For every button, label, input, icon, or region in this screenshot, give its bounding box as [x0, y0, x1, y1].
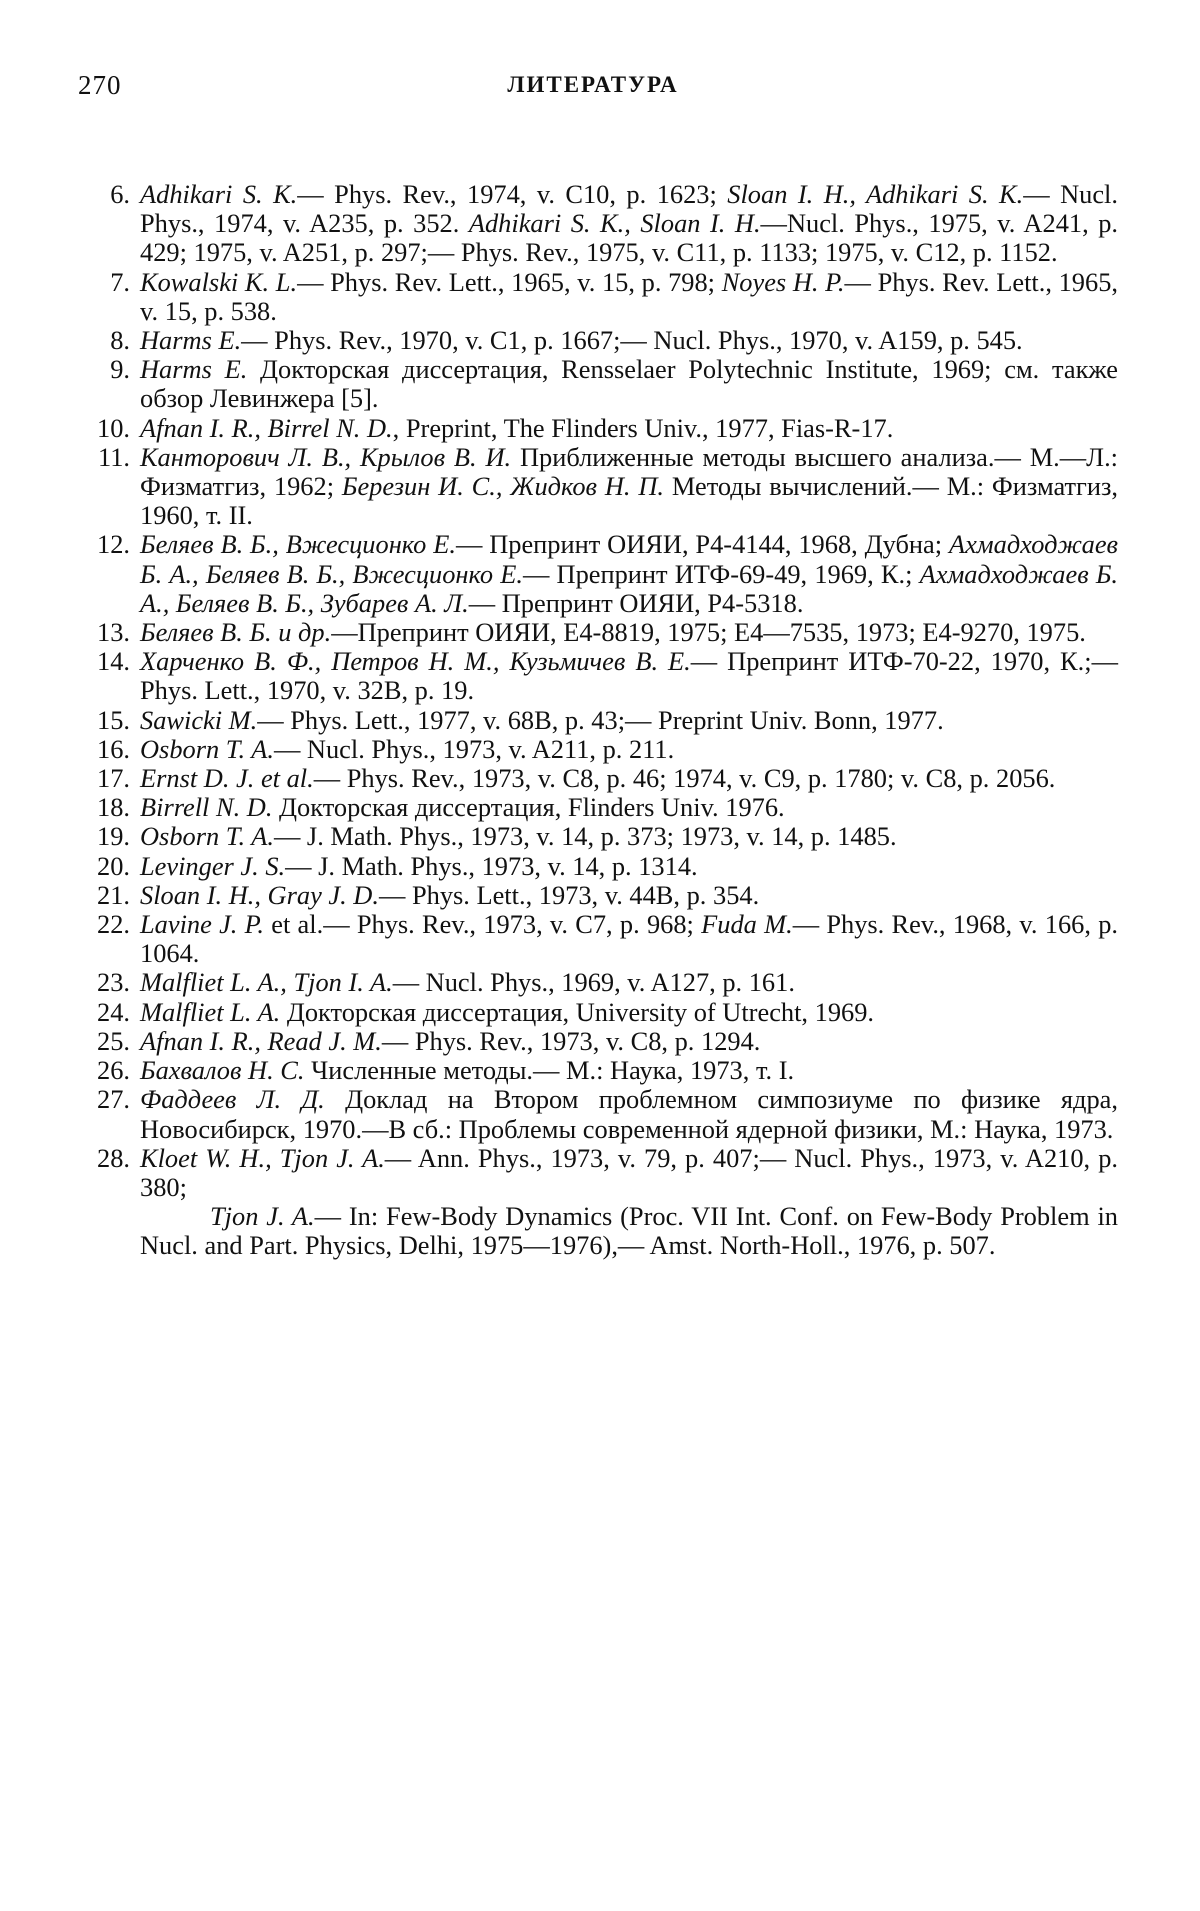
- reference-item: [78, 618, 1118, 647]
- reference-paragraph: [140, 647, 1118, 705]
- reference-paragraph: [140, 443, 1118, 531]
- reference-item: [78, 968, 1118, 997]
- citation-text: — Phys. Rev., 1973, v. C8, p. 46; 1974, v. C9, p. 1780; v. C8, p. 2056.: [313, 763, 1056, 794]
- author-names: Беляев В. Б. и др.: [140, 617, 332, 648]
- running-title: ЛИТЕРАТУРА: [507, 72, 679, 97]
- citation-text: —Препринт ОИЯИ, Е4-8819, 1975; Е4—7535, 1973; Е4-9270, 1975.: [331, 617, 1086, 648]
- reference-number: 28.: [97, 1142, 130, 1173]
- author-names: Sloan I. H., Adhikari S. K.: [727, 179, 1024, 209]
- author-names: Levinger J. S.: [140, 850, 286, 881]
- reference-number: 18.: [97, 792, 130, 823]
- reference-paragraph: [140, 881, 1118, 910]
- citation-text: Докторская диссертация, University of Utrecht, 1969.: [280, 996, 875, 1027]
- citation-text: — Nucl. Phys., 1969, v. A127, p. 161.: [392, 967, 795, 998]
- author-names: Харченко В. Ф., Петров Н. М., Кузьмичев В. Е.: [140, 646, 691, 677]
- reference-text: [140, 180, 1118, 268]
- reference-paragraph: [140, 706, 1118, 735]
- reference-item: [78, 326, 1118, 355]
- reference-paragraph: [140, 793, 1118, 822]
- reference-paragraph: [140, 1202, 1118, 1260]
- reference-item: [78, 822, 1118, 851]
- author-names: Birrell N. D.: [140, 792, 273, 823]
- reference-text: [140, 1056, 1118, 1085]
- citation-text: —Nucl. Phys., 1975, v. A241, p. 429; 1975, v. A251, p. 297;— Phys. Rev., 1975, v. C11, p. 1133; 1975, v. C12, p. 1152.: [140, 208, 1118, 268]
- reference-item: [78, 180, 1118, 268]
- citation-text: Доклад на Втором проблемном симпозиуме по физике ядра, Новосибирск, 1970.—В сб.: Проблемы современной ядерной физики, М.: Наука, 1973.: [140, 1084, 1118, 1144]
- citation-text: — Nucl. Phys., 1973, v. A211, p. 211.: [273, 733, 675, 764]
- reference-item: [78, 764, 1118, 793]
- citation-text: — Препринт ОИЯИ, Р4-4144, 1968, Дубна;: [455, 529, 949, 560]
- citation-text: — Препринт ИТФ-70-22, 1970, К.;— Phys. Lett., 1970, v. 32B, p. 19.: [140, 646, 1118, 706]
- author-names: Tjon J. A.: [210, 1201, 315, 1232]
- author-names: Sloan I. H., Gray J. D.: [140, 879, 379, 910]
- reference-paragraph: [140, 530, 1118, 618]
- reference-text: [140, 326, 1118, 355]
- reference-paragraph: [140, 268, 1118, 326]
- author-names: Sawicki M.: [140, 704, 258, 735]
- citation-text: — Препринт ОИЯИ, Р4-5318.: [468, 587, 804, 618]
- reference-text: [140, 1027, 1118, 1056]
- reference-text: [140, 735, 1118, 764]
- reference-text: [140, 706, 1118, 735]
- citation-text: — Phys. Rev., 1974, v. C10, p. 1623;: [297, 179, 728, 209]
- citation-text: — J. Math. Phys., 1973, v. 14, p. 373; 1973, v. 14, p. 1485.: [273, 821, 897, 852]
- citation-text: — Phys. Rev. Lett., 1965, v. 15, p. 798;: [297, 266, 722, 297]
- reference-item: [78, 881, 1118, 910]
- citation-text: — Phys. Lett., 1977, v. 68B, p. 43;— Preprint Univ. Bonn, 1977.: [257, 704, 944, 735]
- reference-text: [140, 414, 1118, 443]
- reference-text: [140, 822, 1118, 851]
- reference-text: [140, 968, 1118, 997]
- reference-paragraph: [140, 618, 1118, 647]
- author-names: Lavine J. P.: [140, 909, 264, 940]
- citation-text: Методы вычислений.— М.: Физматгиз, 1960, т. II.: [140, 471, 1119, 531]
- reference-number: 24.: [97, 996, 130, 1027]
- citation-text: Численные методы.— М.: Наука, 1973, т. I.: [304, 1055, 795, 1086]
- reference-paragraph: [140, 764, 1118, 793]
- reference-paragraph: [140, 1085, 1118, 1143]
- reference-item: [78, 443, 1118, 531]
- author-names: Березин И. С., Жидков Н. П.: [341, 471, 665, 502]
- citation-text: — Nucl. Phys., 1974, v. A235, p. 352.: [140, 179, 1118, 239]
- reference-item: [78, 793, 1118, 822]
- reference-text: [140, 355, 1118, 413]
- reference-number: 25.: [97, 1025, 130, 1056]
- reference-number: 13.: [97, 617, 130, 648]
- reference-paragraph: [140, 735, 1118, 764]
- reference-item: [78, 355, 1118, 413]
- reference-text: [140, 268, 1118, 326]
- author-names: Kloet W. H., Tjon J. A.: [140, 1142, 385, 1173]
- reference-text: [140, 530, 1118, 618]
- citation-text: — J. Math. Phys., 1973, v. 14, p. 1314.: [285, 850, 698, 881]
- author-names: Ахмадходжаев Б. А., Беляев В. Б., Вжесционко Е.: [140, 529, 1118, 589]
- citation-text: , Preprint, The Flinders Univ., 1977, Fias-R-17.: [392, 412, 894, 443]
- reference-paragraph: [140, 1027, 1118, 1056]
- reference-number: 20.: [97, 850, 130, 881]
- reference-item: [78, 998, 1118, 1027]
- citation-text: — Phys. Rev., 1968, v. 166, p. 1064.: [140, 909, 1118, 969]
- author-names: Malfliet L. A.: [140, 996, 281, 1027]
- author-names: Afnan I. R., Read J. M.: [140, 1025, 382, 1056]
- author-names: Fuda M.: [701, 909, 793, 940]
- reference-text: [140, 852, 1118, 881]
- reference-item: [78, 1027, 1118, 1056]
- reference-text: [140, 998, 1118, 1027]
- reference-text: [140, 793, 1118, 822]
- reference-text: [140, 881, 1118, 910]
- citation-text: Докторская диссертация, Rensselaer Polytechnic Institute, 1969; см. также обзор Левинжера [5].: [140, 354, 1118, 414]
- reference-item: [78, 647, 1118, 705]
- reference-paragraph: [140, 1056, 1118, 1085]
- page-number: 270: [78, 70, 122, 100]
- author-names: Беляев В. Б., Вжесционко Е.: [140, 529, 456, 560]
- reference-item: [78, 414, 1118, 443]
- citation-text: — Phys. Rev. Lett., 1965, v. 15, p. 538.: [140, 266, 1118, 326]
- citation-text: Приближенные методы высшего анализа.— М.—Л.: Физматгиз, 1962;: [140, 441, 1118, 502]
- reference-text: [140, 910, 1118, 968]
- reference-paragraph: [140, 1144, 1118, 1202]
- reference-item: [78, 910, 1118, 968]
- reference-text: [140, 1144, 1118, 1261]
- author-names: Afnan I. R., Birrel N. D.: [140, 412, 393, 443]
- reference-number: 8.: [110, 325, 130, 356]
- reference-number: 15.: [97, 704, 130, 735]
- reference-item: [78, 530, 1118, 618]
- author-names: Harms E.: [140, 325, 242, 356]
- reference-text: [140, 443, 1118, 531]
- author-names: Бахвалов Н. С.: [140, 1055, 305, 1086]
- reference-number: 14.: [97, 646, 130, 677]
- reference-text: [140, 618, 1118, 647]
- author-names: Канторович Л. В., Крылов В. И.: [140, 441, 512, 472]
- reference-paragraph: [140, 414, 1118, 443]
- author-names: Malfliet L. A., Tjon I. A.: [140, 967, 393, 998]
- reference-item: [78, 1056, 1118, 1085]
- citation-text: — In: Few-Body Dynamics (Proc. VII Int. Conf. on Few-Body Problem in Nucl. and Part. Physics, Delhi, 1975—1976),— Amst. North-Holl., 1976, p. 507.: [140, 1201, 1118, 1261]
- reference-item: [78, 268, 1118, 326]
- author-names: Harms E.: [140, 354, 248, 385]
- reference-text: [140, 647, 1118, 705]
- citation-text: — Phys. Rev., 1973, v. C8, p. 1294.: [381, 1025, 761, 1056]
- author-names: Osborn T. A.: [140, 733, 274, 764]
- reference-item: [78, 735, 1118, 764]
- reference-paragraph: [140, 180, 1118, 268]
- reference-item: [78, 706, 1118, 735]
- author-names: Ахмадходжаев Б. А., Беляев В. Б., Зубарев А. Л.: [140, 558, 1118, 618]
- author-names: Фаддеев Л. Д.: [140, 1084, 325, 1115]
- reference-number: 27.: [97, 1084, 130, 1115]
- reference-number: 26.: [97, 1055, 130, 1086]
- reference-number: 23.: [97, 967, 130, 998]
- author-names: Adhikari S. K.: [140, 179, 298, 209]
- author-names: Noyes H. P.: [721, 266, 845, 297]
- reference-paragraph: [140, 968, 1118, 997]
- reference-paragraph: [140, 822, 1118, 851]
- reference-number: 10.: [97, 412, 130, 443]
- author-names: Adhikari S. K., Sloan I. H.: [468, 208, 761, 239]
- author-names: Kowalski K. L.: [140, 266, 298, 297]
- reference-text: [140, 1085, 1118, 1143]
- reference-number: 21.: [97, 879, 130, 910]
- citation-text: et al.— Phys. Rev., 1973, v. C7, p. 968;: [263, 909, 702, 940]
- reference-number: 16.: [97, 733, 130, 764]
- reference-number: 7.: [110, 266, 130, 297]
- reference-text: [140, 764, 1118, 793]
- reference-paragraph: [140, 852, 1118, 881]
- page-header: [78, 70, 1108, 110]
- reference-paragraph: [140, 998, 1118, 1027]
- author-names: Ernst D. J. et al.: [140, 763, 314, 794]
- reference-list: [78, 180, 1118, 1261]
- reference-number: 9.: [110, 354, 130, 385]
- citation-text: — Ann. Phys., 1973, v. 79, p. 407;— Nucl. Phys., 1973, v. A210, p. 380;: [140, 1142, 1118, 1202]
- citation-text: Докторская диссертация, Flinders Univ. 1976.: [272, 792, 785, 823]
- citation-text: — Phys. Lett., 1973, v. 44B, p. 354.: [378, 879, 760, 910]
- citation-text: — Phys. Rev., 1970, v. C1, p. 1667;— Nucl. Phys., 1970, v. A159, p. 545.: [241, 325, 1023, 356]
- reference-item: [78, 1085, 1118, 1143]
- reference-number: 11.: [97, 441, 130, 472]
- reference-number: 6.: [110, 179, 130, 209]
- reference-item: [78, 852, 1118, 881]
- reference-number: 12.: [97, 529, 130, 560]
- reference-paragraph: [140, 355, 1118, 413]
- reference-paragraph: [140, 326, 1118, 355]
- reference-paragraph: [140, 910, 1118, 968]
- reference-number: 19.: [97, 821, 130, 852]
- author-names: Osborn T. A.: [140, 821, 274, 852]
- citation-text: — Препринт ИТФ-69-49, 1969, К.;: [522, 558, 920, 589]
- reference-number: 17.: [97, 763, 130, 794]
- reference-item: [78, 1144, 1118, 1261]
- reference-number: 22.: [97, 909, 130, 940]
